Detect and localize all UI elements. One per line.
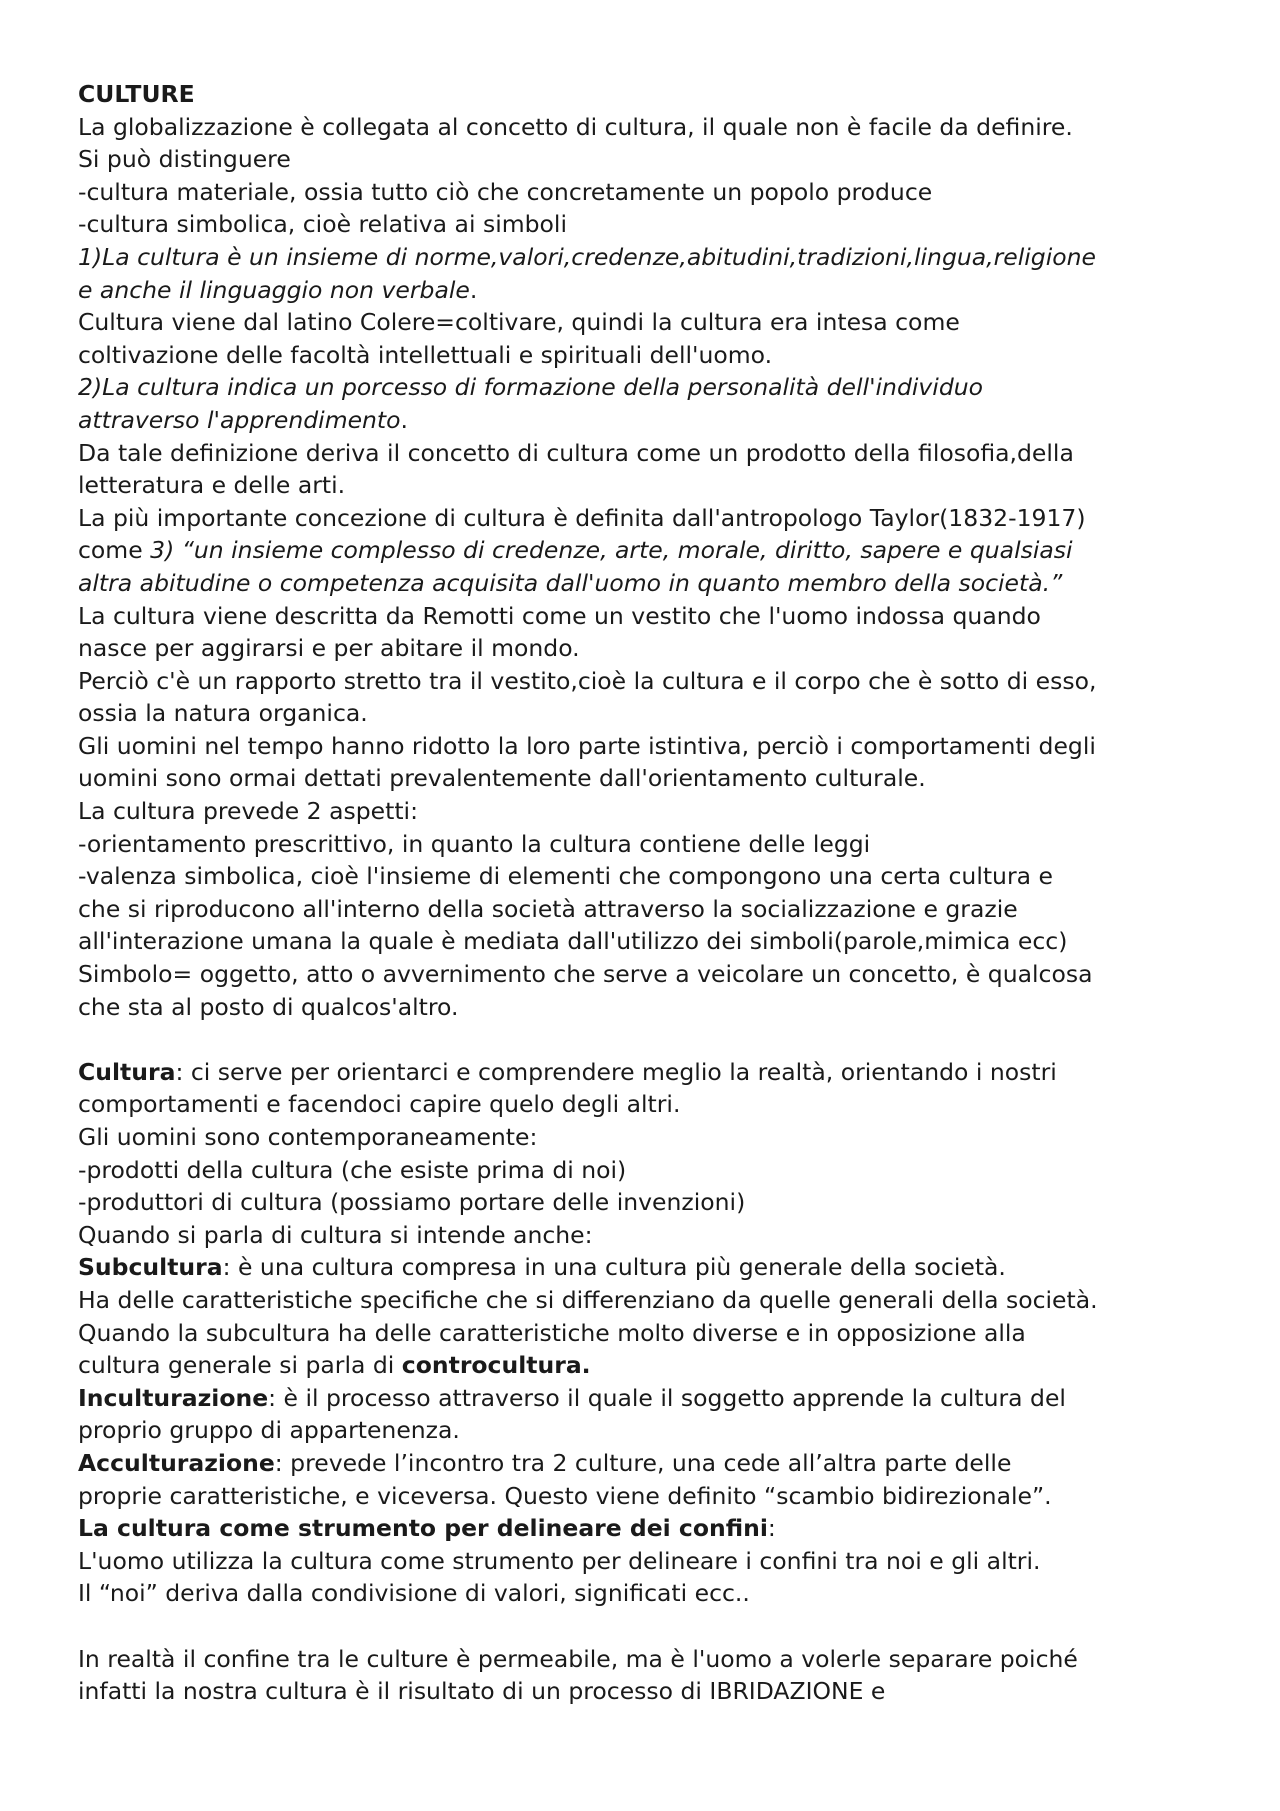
term-line-cultura	[78, 1056, 1220, 1089]
bold-term: controcultura.	[401, 1351, 591, 1380]
definition-1-line: 1)La cultura è un insieme di norme,valori,credenze,abitudini,tradizioni,lingua,religione	[78, 242, 1096, 271]
text-fragment: .	[400, 405, 409, 434]
text-fragment: : ci serve per orientarci e comprendere meglio la realtà, orientando i nostri	[175, 1057, 1057, 1086]
text-line: La globalizzazione è collegata al concetto di cultura, il quale non è facile da definire.	[78, 112, 1073, 141]
bold-term: Subcultura	[78, 1253, 223, 1282]
text-line: Cultura viene dal latino Colere=coltivare, quindi la cultura era intesa come	[78, 308, 960, 337]
term-line-acculturazione	[78, 1447, 1220, 1480]
text-line: Ha delle caratteristiche specifiche che si differenziano da quelle generali della società.	[78, 1285, 1098, 1314]
term-line-controcultura	[78, 1349, 1220, 1382]
text-line: -cultura materiale, ossia tutto ciò che concretamente un popolo produce	[78, 177, 933, 206]
italic-text: 3) “un insieme complesso di credenze, arte, morale, diritto, sapere e qualsiasi	[150, 536, 1073, 565]
blank-line	[78, 1023, 1220, 1056]
blank-line	[78, 1610, 1220, 1643]
text-line: Il “noi” deriva dalla condivisione di valori, significati ecc..	[78, 1579, 750, 1608]
section-boundaries	[78, 1643, 1220, 1708]
section-cultura-concepts	[78, 1056, 1220, 1610]
term-line-inculturazione	[78, 1382, 1220, 1415]
text-fragment: : è una cultura compresa in una cultura più generale della società.	[222, 1253, 1006, 1282]
text-line: Quando si parla di cultura si intende anche:	[78, 1220, 593, 1249]
text-line: Da tale definizione deriva il concetto di cultura come un prodotto della filosofia,della	[78, 438, 1074, 467]
text-line: Si può distinguere	[78, 145, 291, 174]
text-line: all'interazione umana la quale è mediata dall'utilizzo dei simboli(parole,mimica ecc)	[78, 927, 1068, 956]
definition-3-line: altra abitudine o competenza acquisita dall'uomo in quanto membro della società.”	[78, 568, 1063, 597]
text-line: Perciò c'è un rapporto stretto tra il vestito,cioè la cultura e il corpo che è sotto di esso,	[78, 666, 1097, 695]
text-line: La cultura viene descritta da Remotti come un vestito che l'uomo indossa quando	[78, 601, 1041, 630]
text-line: letteratura e delle arti.	[78, 471, 346, 500]
text-line: che si riproducono all'interno della società attraverso la socializzazione e grazie	[78, 894, 1018, 923]
text-line: uomini sono ormai dettati prevalentemente dall'orientamento culturale.	[78, 764, 926, 793]
text-line: In realtà il confine tra le culture è permeabile, ma è l'uomo a volerle separare poiché	[78, 1644, 1078, 1673]
text-line: -orientamento prescrittivo, in quanto la cultura contiene delle leggi	[78, 829, 871, 858]
subheading-line	[78, 1512, 1220, 1545]
text-fragment: .	[469, 275, 478, 304]
text-line: nasce per aggirarsi e per abitare il mondo.	[78, 634, 580, 663]
page-title: CULTURE	[78, 80, 195, 108]
bold-subheading: La cultura come strumento per delineare dei confini	[78, 1514, 768, 1543]
bold-term: Inculturazione	[78, 1383, 269, 1412]
definition-2-line	[78, 404, 1220, 437]
section-culture-definitions	[78, 111, 1220, 1024]
text-line: L'uomo utilizza la cultura come strumento per delineare i confini tra noi e gli altri.	[78, 1546, 1041, 1575]
text-line: -valenza simbolica, cioè l'insieme di elementi che compongono una certa cultura e	[78, 862, 1053, 891]
text-fragment: cultura generale si parla di	[78, 1351, 402, 1380]
text-line: che sta al posto di qualcos'altro.	[78, 992, 459, 1021]
text-fragment: : prevede l’incontro tra 2 culture, una cede all’altra parte delle	[274, 1448, 1012, 1477]
text-line: proprie caratteristiche, e viceversa. Questo viene definito “scambio bidirezionale”.	[78, 1481, 1052, 1510]
text-line: infatti la nostra cultura è il risultato di un processo di IBRIDAZIONE e	[78, 1677, 886, 1706]
definition-1-line	[78, 274, 1220, 307]
text-line: Simbolo= oggetto, atto o avvernimento che serve a veicolare un concetto, è qualcosa	[78, 960, 1093, 989]
text-fragment: :	[767, 1514, 776, 1543]
text-fragment: come	[78, 536, 151, 565]
text-line: -cultura simbolica, cioè relativa ai simboli	[78, 210, 567, 239]
text-line: ossia la natura organica.	[78, 699, 368, 728]
text-line: coltivazione delle facoltà intellettuali e spirituali dell'uomo.	[78, 340, 773, 369]
term-line-subcultura	[78, 1251, 1220, 1284]
text-line: comportamenti e facendoci capire quelo degli altri.	[78, 1090, 681, 1119]
text-line: La cultura prevede 2 aspetti:	[78, 797, 418, 826]
text-line: -prodotti della cultura (che esiste prima di noi)	[78, 1155, 627, 1184]
text-line: Quando la subcultura ha delle caratteristiche molto diverse e in opposizione alla	[78, 1318, 1026, 1347]
text-line: La più importante concezione di cultura è definita dall'antropologo Taylor(1832-1917)	[78, 503, 1086, 532]
bold-term: Cultura	[78, 1057, 176, 1086]
text-line: proprio gruppo di appartenenza.	[78, 1416, 460, 1445]
definition-2-line: 2)La cultura indica un porcesso di formazione della personalità dell'individuo	[78, 373, 984, 402]
definition-3-line	[78, 534, 1220, 567]
italic-text: e anche il linguaggio non verbale	[78, 275, 470, 304]
bold-term: Acculturazione	[78, 1448, 275, 1477]
text-line: -produttori di cultura (possiamo portare delle invenzioni)	[78, 1188, 746, 1217]
text-line: Gli uomini nel tempo hanno ridotto la loro parte istintiva, perciò i comportamenti degli	[78, 731, 1096, 760]
text-line: Gli uomini sono contemporaneamente:	[78, 1123, 538, 1151]
text-fragment: : è il processo attraverso il quale il soggetto apprende la cultura del	[268, 1383, 1066, 1412]
italic-text: attraverso l'apprendimento	[78, 405, 401, 434]
